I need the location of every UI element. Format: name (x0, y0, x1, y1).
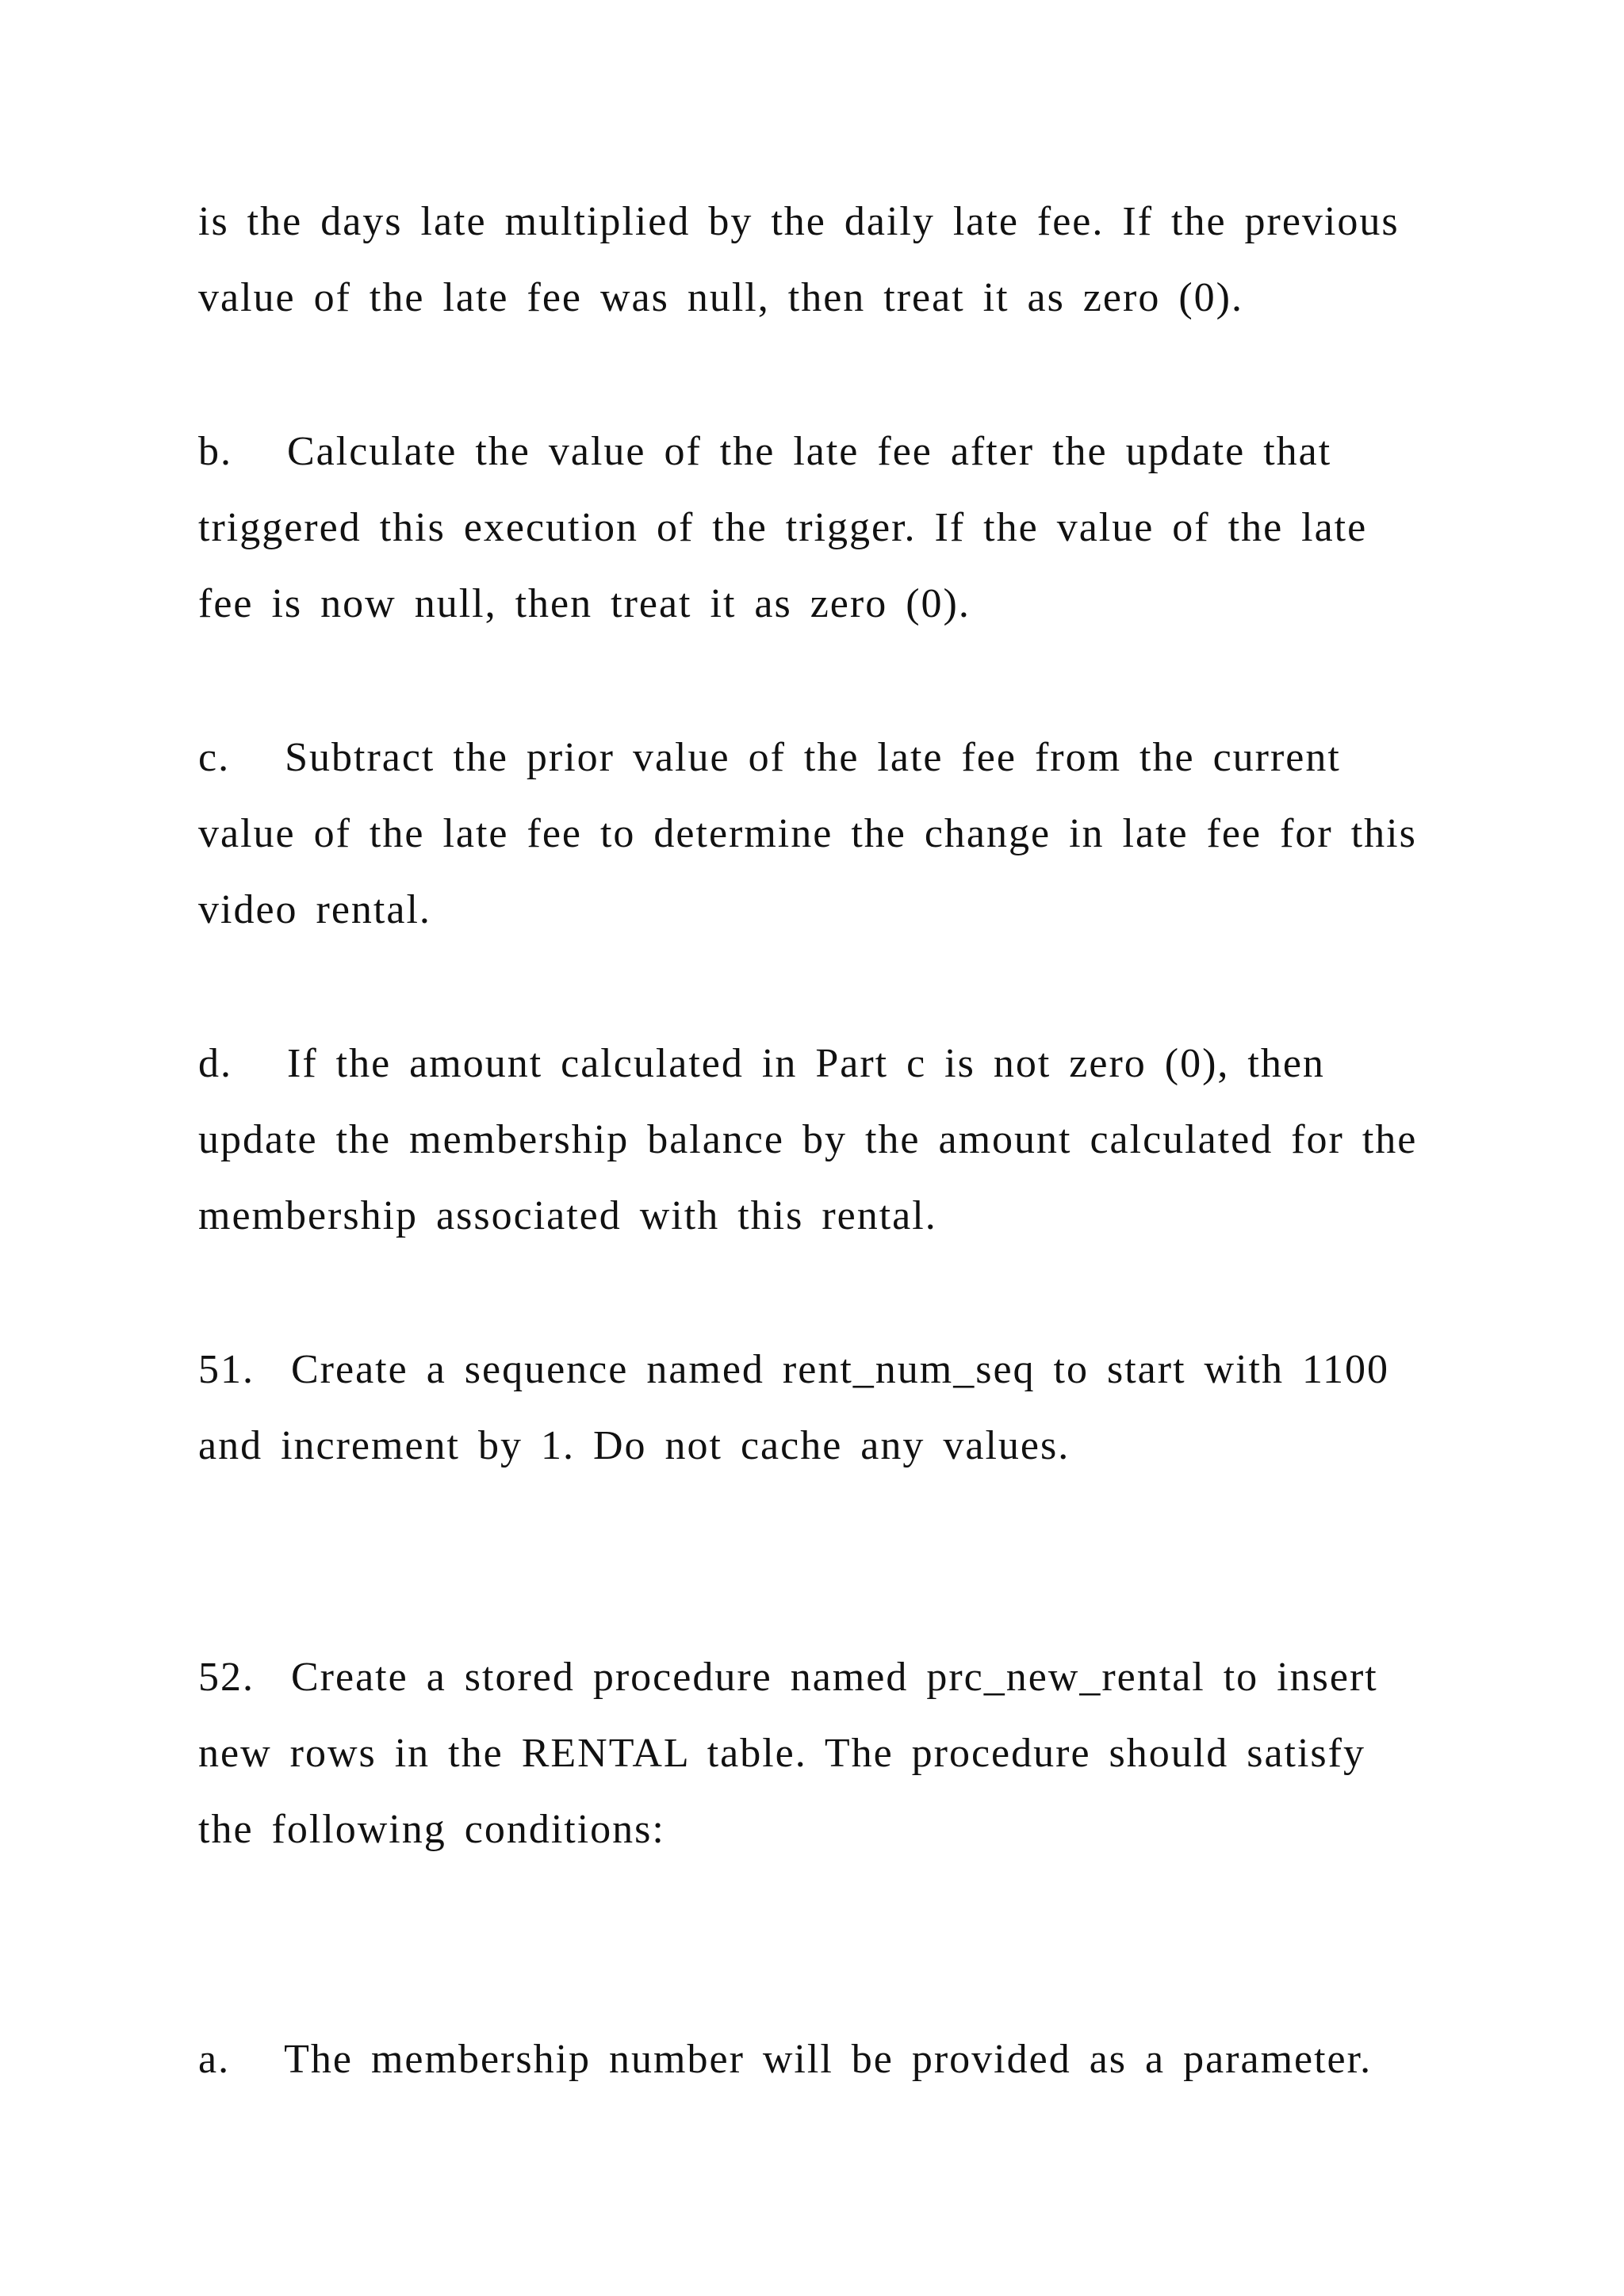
text-line: d. If the amount calculated in Part c is not zero (0), then (198, 1041, 1325, 1086)
text-line: value of the late fee was null, then treat it as zero (0). (198, 275, 1243, 320)
text-line: membership associated with this rental. (198, 1193, 937, 1238)
text-line: b. Calculate the value of the late fee after the update that (198, 429, 1332, 474)
text-line: c. Subtract the prior value of the late fee from the current (198, 735, 1341, 780)
text-line: the following conditions: (198, 1807, 665, 1852)
text-line: new rows in the RENTAL table. The procedure should satisfy (198, 1731, 1365, 1776)
text-line: fee is now null, then treat it as zero (0). (198, 581, 971, 626)
text-line: is the days late multiplied by the daily late fee. If the previous (198, 199, 1400, 244)
text-line: 51. Create a sequence named rent_num_seq to start with 1100 (198, 1347, 1390, 1392)
text-line: video rental. (198, 887, 431, 932)
text-line: 52. Create a stored procedure named prc_new_rental to insert (198, 1655, 1378, 1700)
text-line: value of the late fee to determine the change in late fee for this (198, 811, 1417, 856)
text-line: triggered this execution of the trigger. If the value of the late (198, 505, 1368, 550)
text-line: and increment by 1. Do not cache any values. (198, 1423, 1071, 1468)
text-line: update the membership balance by the amount calculated for the (198, 1117, 1418, 1162)
text-line: a. The membership number will be provided as a parameter. (198, 2037, 1373, 2082)
